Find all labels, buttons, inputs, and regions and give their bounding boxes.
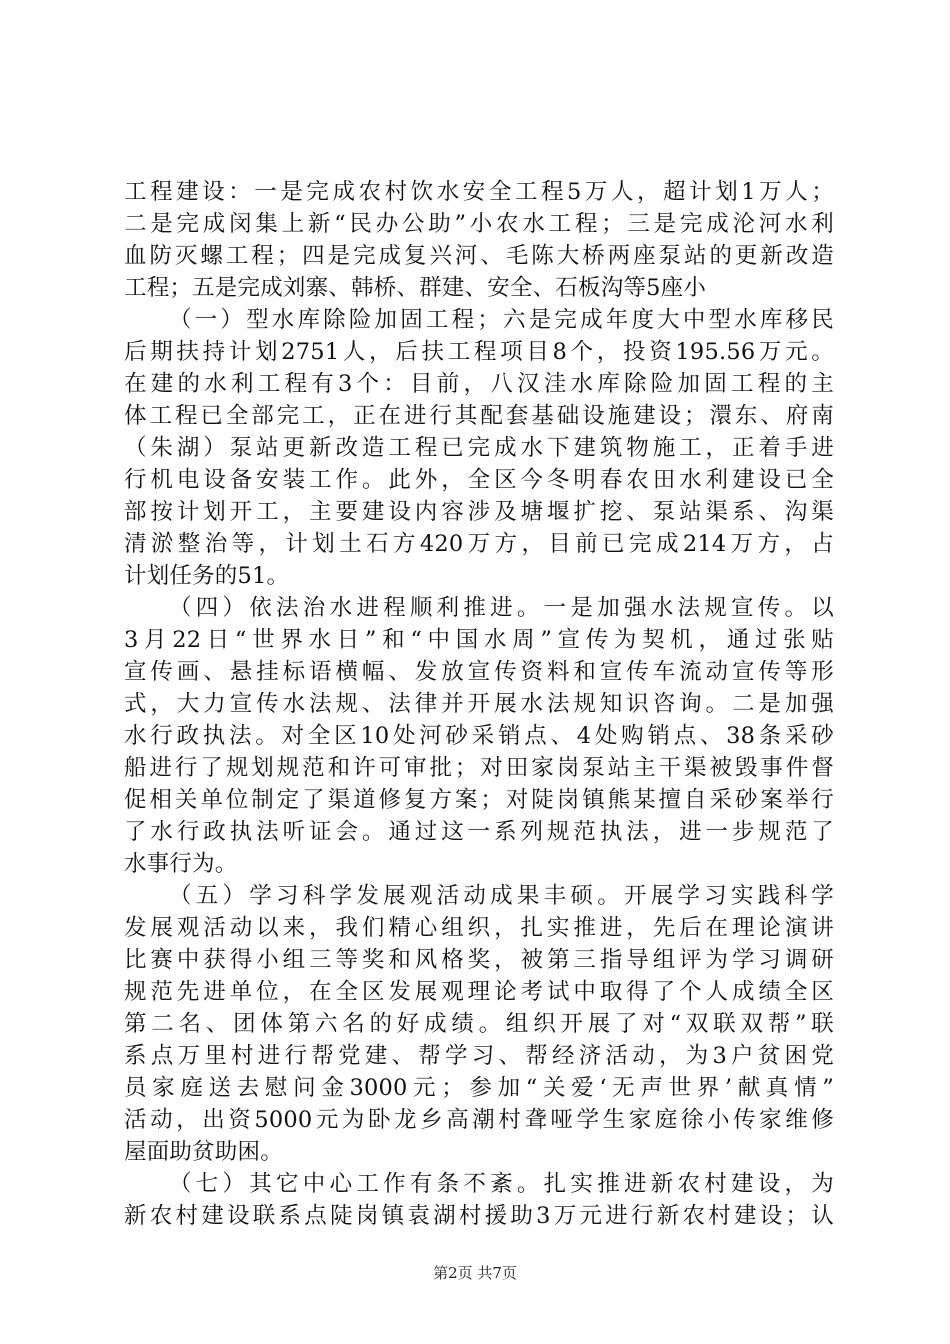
text-line: 体工程已全部完工，正在进行其配套基础设施建设；澴东、府南 bbox=[124, 403, 834, 429]
text-line: 规范先进单位，在全区发展观理论考试中取得了个人成绩全区 bbox=[124, 979, 834, 1005]
text-line: 活动，出资5000元为卧龙乡高潮村聋哑学生家庭徐小传家维修 bbox=[124, 1107, 834, 1133]
text-line: 宣传画、悬挂标语横幅、发放宣传资料和宣传车流动宣传等形 bbox=[124, 659, 834, 685]
text-line: 3月22日“世界水日”和“中国水周”宣传为契机，通过张贴 bbox=[124, 627, 834, 653]
text-line: 式，大力宣传水法规、法律并开展水法规知识咨询。二是加强 bbox=[124, 691, 834, 717]
text-line: 清淤整治等，计划土石方420万方，目前已完成214万方，占 bbox=[124, 531, 834, 557]
text-line: 血防灭螺工程；四是完成复兴河、毛陈大桥两座泵站的更新改造 bbox=[124, 243, 834, 269]
paragraph-start-line: （七）其它中心工作有条不紊。扎实推进新农村建设，为 bbox=[169, 1171, 834, 1197]
text-line: 二是完成闵集上新“民办公助”小农水工程；三是完成沦河水利 bbox=[124, 211, 834, 237]
text-line: 部按计划开工，主要建设内容涉及塘堰扩挖、泵站渠系、沟渠 bbox=[124, 499, 834, 525]
text-line: 船进行了规划规范和许可审批；对田家岗泵站主干渠被毁事件督 bbox=[124, 755, 834, 781]
text-line: 工程；五是完成刘寨、韩桥、群建、安全、石板沟等5座小 bbox=[124, 275, 707, 301]
text-line: 行机电设备安装工作。此外，全区今冬明春农田水利建设已全 bbox=[124, 467, 834, 493]
text-line: 了水行政执法听证会。通过这一系列规范执法，进一步规范了 bbox=[124, 819, 834, 845]
text-line: 比赛中获得小组三等奖和风格奖，被第三指导组评为学习调研 bbox=[124, 947, 834, 973]
page-number-footer: 第2页 共7页 bbox=[433, 1264, 517, 1282]
text-line: 促相关单位制定了渠道修复方案；对陡岗镇熊某擅自采砂案举行 bbox=[124, 787, 834, 813]
paragraph-start-line: （一）型水库除险加固工程；六是完成年度大中型水库移民 bbox=[169, 307, 834, 333]
text-line: 后期扶持计划2751人，后扶工程项目8个，投资195.56万元。 bbox=[124, 339, 834, 365]
text-line: 发展观活动以来，我们精心组织，扎实推进，先后在理论演讲 bbox=[124, 915, 834, 941]
body-text bbox=[124, 176, 834, 1232]
text-line: 系点万里村进行帮党建、帮学习、帮经济活动，为3户贫困党 bbox=[124, 1043, 834, 1069]
text-line: 第二名、团体第六名的好成绩。组织开展了对“双联双帮”联 bbox=[124, 1011, 834, 1037]
text-line: 新农村建设联系点陡岗镇袁湖村援助3万元进行新农村建设；认 bbox=[124, 1203, 834, 1229]
text-line: 计划任务的51。 bbox=[124, 563, 290, 589]
text-line: 员家庭送去慰问金3000元；参加“关爱‘无声世界’献真情” bbox=[124, 1075, 834, 1101]
text-line: 屋面助贫助困。 bbox=[124, 1139, 283, 1165]
text-line: 在建的水利工程有3个：目前，八汉洼水库除险加固工程的主 bbox=[124, 371, 834, 397]
paragraph-start-line: （四）依法治水进程顺利推进。一是加强水法规宣传。以 bbox=[169, 595, 834, 621]
text-line: （朱湖）泵站更新改造工程已完成水下建筑物施工，正着手进 bbox=[124, 435, 834, 461]
text-line: 工程建设：一是完成农村饮水安全工程5万人，超计划1万人； bbox=[124, 179, 834, 205]
text-line: 水事行为。 bbox=[124, 851, 238, 877]
text-line: 水行政执法。对全区10处河砂采销点、4处购销点、38条采砂 bbox=[124, 723, 834, 749]
paragraph-start-line: （五）学习科学发展观活动成果丰硕。开展学习实践科学 bbox=[169, 883, 834, 909]
